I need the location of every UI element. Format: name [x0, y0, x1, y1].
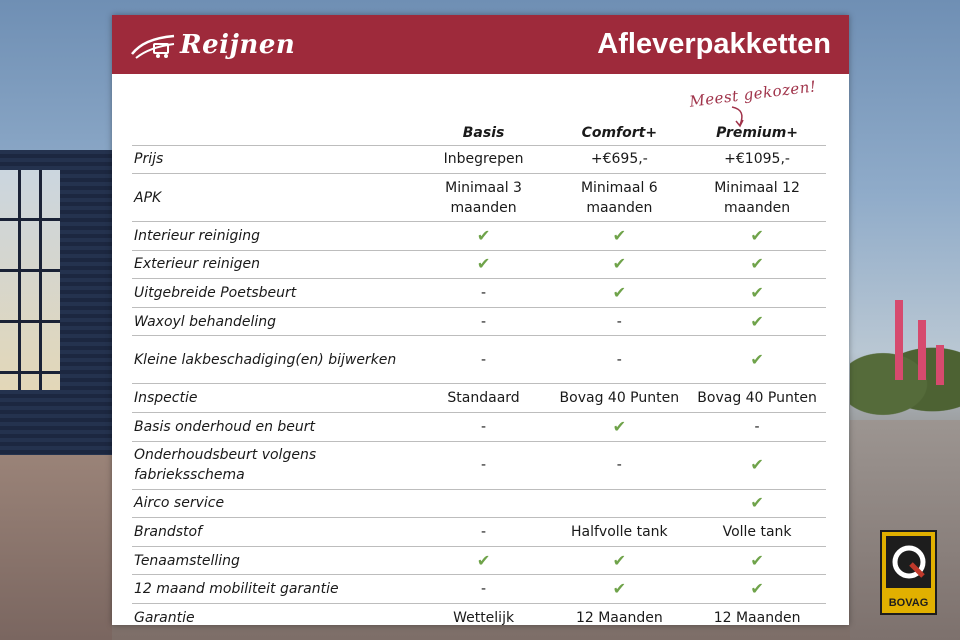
table-row — [132, 222, 826, 251]
table-cell: Bovag 40 Punten — [551, 384, 689, 413]
row-label: Waxoyl behandeling — [132, 307, 417, 336]
check-icon: ✔ — [551, 413, 689, 442]
table-row — [132, 279, 826, 308]
bovag-logo-icon — [886, 536, 931, 588]
row-label: Inspectie — [132, 384, 417, 413]
table-header-row — [132, 119, 826, 145]
background-windows — [0, 170, 60, 390]
column-header — [132, 119, 417, 145]
row-label: Brandstof — [132, 518, 417, 547]
table-cell: - — [417, 575, 551, 604]
table-cell: +€695,- — [551, 145, 689, 174]
packages-card — [112, 15, 849, 625]
table-row — [132, 145, 826, 174]
most-chosen-annotation: Meest gekozen! — [688, 77, 818, 111]
row-label: Prijs — [132, 145, 417, 174]
column-header-basis: Basis — [462, 124, 505, 141]
row-label: 12 maand mobiliteit garantie — [132, 575, 417, 604]
table-cell: - — [417, 441, 551, 489]
check-icon: ✔ — [551, 546, 689, 575]
table-cell: - — [551, 307, 689, 336]
background-flag — [895, 300, 903, 380]
table-cell: - — [551, 441, 689, 489]
row-label: Tenaamstelling — [132, 546, 417, 575]
bovag-badge — [880, 530, 937, 615]
table-cell: Volle tank — [688, 518, 826, 547]
background-pavement — [0, 455, 112, 640]
check-icon: ✔ — [688, 250, 826, 279]
table-cell — [417, 489, 551, 518]
brand-name: Reijnen — [180, 29, 296, 60]
table-cell: +€1095,- — [688, 145, 826, 174]
table-row — [132, 250, 826, 279]
bovag-label: BOVAG — [888, 597, 929, 609]
row-label: Kleine lakbeschadiging(en) bijwerken — [132, 336, 417, 384]
table-row — [132, 174, 826, 222]
table-cell: Halfvolle tank — [551, 518, 689, 547]
table-row — [132, 384, 826, 413]
check-icon: ✔ — [417, 222, 551, 251]
table-cell: 12 Maanden — [551, 604, 689, 633]
table-row — [132, 604, 826, 633]
table-cell: - — [417, 518, 551, 547]
table-cell: Wettelijk — [417, 604, 551, 633]
table-row — [132, 307, 826, 336]
table-row — [132, 336, 826, 384]
table-cell — [551, 489, 689, 518]
table-cell: - — [417, 336, 551, 384]
row-label: Airco service — [132, 489, 417, 518]
table-row — [132, 441, 826, 489]
row-label: Exterieur reinigen — [132, 250, 417, 279]
table-cell: Minimaal 12 maanden — [688, 174, 826, 222]
check-icon: ✔ — [688, 279, 826, 308]
column-header-premium: Premium+ — [716, 124, 799, 141]
table-body — [132, 145, 826, 632]
row-label: Basis onderhoud en beurt — [132, 413, 417, 442]
row-label: Uitgebreide Poetsbeurt — [132, 279, 417, 308]
check-icon: ✔ — [551, 250, 689, 279]
table-row — [132, 518, 826, 547]
bovag-seal-icon — [889, 542, 929, 582]
page-title: Afleverpakketten — [597, 28, 831, 60]
check-icon: ✔ — [688, 489, 826, 518]
table-cell: - — [417, 307, 551, 336]
table-cell: Minimaal 3 maanden — [417, 174, 551, 222]
check-icon: ✔ — [551, 279, 689, 308]
table-cell: Standaard — [417, 384, 551, 413]
check-icon: ✔ — [688, 546, 826, 575]
table-cell: Inbegrepen — [417, 145, 551, 174]
check-icon: ✔ — [551, 222, 689, 251]
table-row — [132, 413, 826, 442]
check-icon: ✔ — [551, 575, 689, 604]
check-icon: ✔ — [688, 441, 826, 489]
column-header-comfort: Comfort+ — [581, 124, 658, 141]
row-label: APK — [132, 174, 417, 222]
card-header — [112, 15, 849, 74]
packages-table — [132, 119, 826, 632]
background-flag — [936, 345, 944, 385]
background-flag — [918, 320, 926, 380]
row-label: Interieur reiniging — [132, 222, 417, 251]
table-row — [132, 546, 826, 575]
row-label: Garantie — [132, 604, 417, 633]
table-cell: - — [417, 279, 551, 308]
table-cell: - — [417, 413, 551, 442]
table-cell: Bovag 40 Punten — [688, 384, 826, 413]
table-cell: - — [551, 336, 689, 384]
check-icon: ✔ — [417, 250, 551, 279]
table-cell: 12 Maanden — [688, 604, 826, 633]
brand-logo[interactable] — [130, 30, 295, 60]
check-icon: ✔ — [417, 546, 551, 575]
row-label: Onderhoudsbeurt volgens fabrieksschema — [132, 441, 417, 489]
check-icon: ✔ — [688, 575, 826, 604]
check-icon: ✔ — [688, 307, 826, 336]
truck-swoosh-icon — [130, 30, 176, 60]
table-cell: - — [688, 413, 826, 442]
check-icon: ✔ — [688, 222, 826, 251]
table-row — [132, 575, 826, 604]
check-icon: ✔ — [688, 336, 826, 384]
table-cell: Minimaal 6 maanden — [551, 174, 689, 222]
table-row — [132, 489, 826, 518]
